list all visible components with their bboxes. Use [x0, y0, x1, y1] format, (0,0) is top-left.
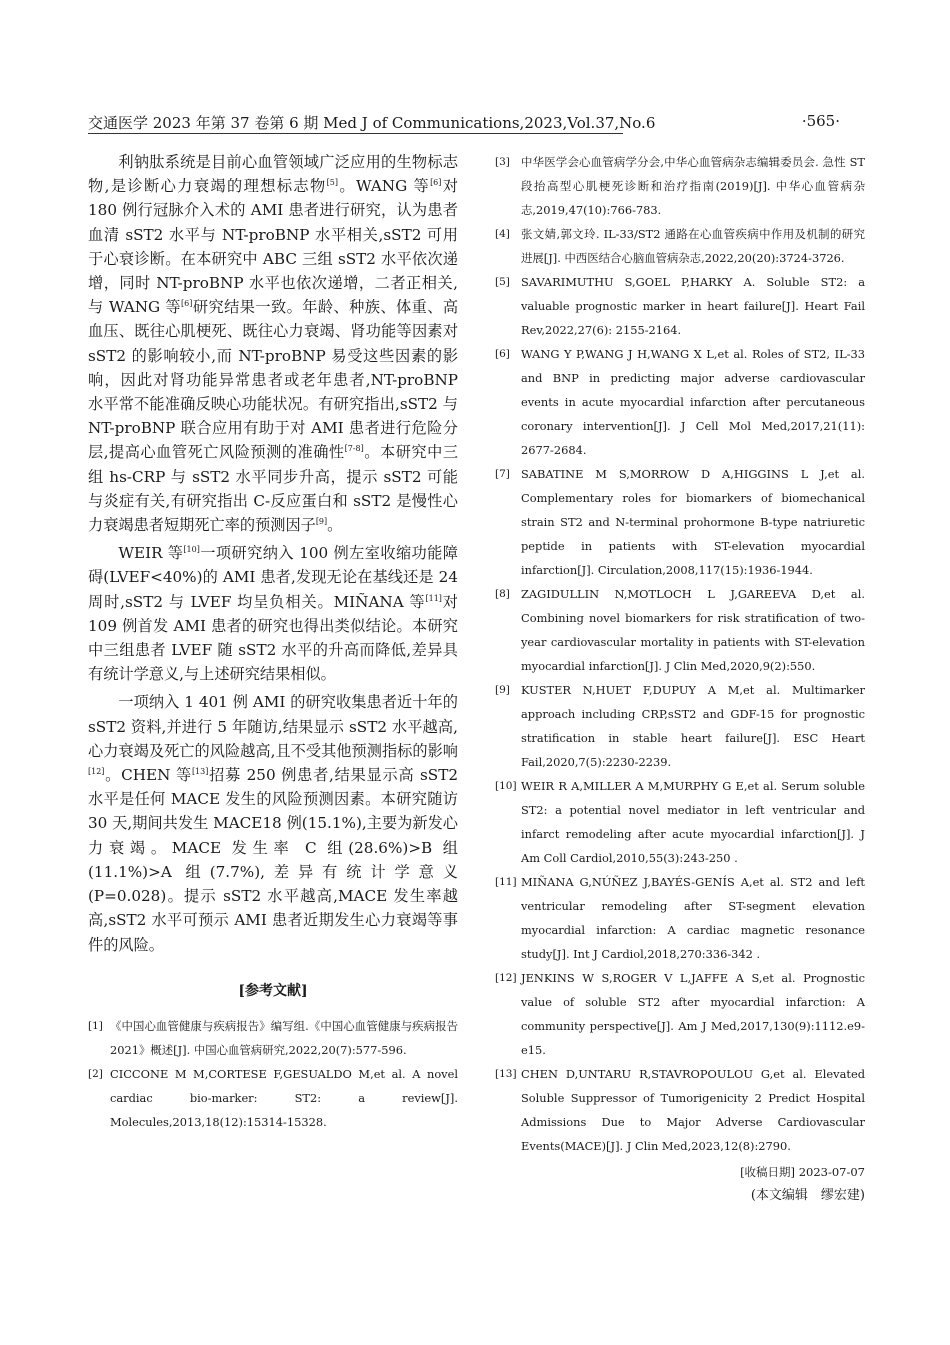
- reference-item: [7] SABATINE M S,MORROW D A,HIGGINS L J,et al. Complementary roles for biomarkers of biomechanical strain ST2 and N-terminal prohormone B-type natriuretic peptide in patients with ST-elevation myocardial infarction[J]. Circulation,2008,117(15):1936-1944.: [495, 467, 865, 577]
- editor-note: (本文编辑 缪宏建): [750, 1188, 865, 1203]
- reference-item: [6] WANG Y P,WANG J H,WANG X L,et al. Roles of ST2, IL-33 and BNP in predicting major adverse cardiovascular events in acute myocardial infarction after percutaneous coronary intervention[J]. J Cell Mol Med,2017,21(11): 2677-2684.: [495, 347, 865, 457]
- paragraph-followup: 一项纳入 1 401 例 AMI 的研究收集患者近十年的 sST2 资料,并进行 5 年随访,结果显示 sST2 水平越高,心力衰竭及死亡的风险越高,且不受其他预测指标的影响[12]。CHEN 等[13]招募 250 例患者,结果显示高 sST2 水平是任何 MACE 发生的风险预测因素。本研究随访 30 天,期间共发生 MACE18 例(15.1%),主要为新发心力衰竭。MACE 发生率 C 组(28.6%)>B 组(11.1%)>A 组(7.7%),差异有统计学意义(P=0.028)。提示 sST2 水平越高,MACE 发生率越高,sST2 水平可预示 AMI 患者近期发生心力衰竭等事件的风险。: [88, 693, 458, 954]
- reference-item: [11] MIÑANA G,NÚÑEZ J,BAYÉS-GENÍS A,et al. ST2 and left ventricular remodeling after ST-segment elevation myocardial infarction: A cardiac magnetic resonance study[J]. Int J Cardiol,2018,270:336-342 .: [495, 875, 865, 961]
- left-column: [88, 150, 458, 1134]
- citation: [9]: [315, 516, 328, 526]
- citation: [6]: [181, 299, 193, 309]
- citation: [6]: [430, 178, 442, 188]
- reference-item: [2] CICCONE M M,CORTESE F,GESUALDO M,et al. A novel cardiac bio-marker: ST2: a review[J]. Molecules,2013,18(12):15314-15328.: [88, 1066, 458, 1129]
- citation: [7-8]: [344, 444, 364, 454]
- reference-item: [10] WEIR R A,MILLER A M,MURPHY G E,et al. Serum soluble ST2: a potential novel mediator in left ventricular and infarct remodeling after acute myocardial infarction[J]. J Am Coll Cardiol,2010,55(3):243-250 .: [495, 779, 865, 865]
- citation: [5]: [326, 178, 338, 188]
- reference-item: [5] SAVARIMUTHU S,GOEL P,HARKY A. Soluble ST2: a valuable prognostic marker in heart failure[J]. Heart Fail Rev,2022,27(6): 2155-2164.: [495, 275, 865, 337]
- journal-header: 交通医学 2023 年第 37 卷第 6 期 Med J of Communications,2023,Vol.37,No.6: [88, 114, 656, 132]
- paragraph-weir: WEIR 等[10]一项研究纳入 100 例左室收缩功能障碍(LVEF<40%)的 AMI 患者,发现无论在基线还是 24 周时,sST2 与 LVEF 均呈负相关。MIÑANA 等[11]对 109 例首发 AMI 患者的研究也得出类似结论。本研究中三组患者 LVEF 随 sST2 水平的升高而降低,差异具有统计学意义,与上述研究结果相似。: [88, 544, 458, 684]
- paragraph-natriuretic: 利钠肽系统是目前心血管领域广泛应用的生物标志物,是诊断心力衰竭的理想标志物[5]。WANG 等[6]对 180 例行冠脉介入术的 AMI 患者进行研究，认为患者血清 sST2 水平与 NT-proBNP 水平相关,sST2 可用于心衰诊断。在本研究中 ABC 三组 sST2 水平依次递增，同时 NT-proBNP 水平也依次递增，二者正相关,与 WANG 等[6]研究结果一致。年龄、种族、体重、高血压、既往心肌梗死、既往心力衰竭、肾功能等因素对 sST2 的影响较小,而 NT-proBNP 易受这些因素的影响，因此对肾功能异常患者或老年患者,NT-proBNP 水平常不能准确反映心功能状况。有研究指出,sST2 与 NT-proBNP 联合应用有助于对 AMI 患者进行危险分层,提高心血管死亡风险预测的准确性[7-8]。本研究中三组 hs-CRP 与 sST2 水平同步升高，提示 sST2 可能与炎症有关,有研究指出 C-反应蛋白和 sST2 是慢性心力衰竭患者短期死亡率的预测因子[9]。: [88, 153, 459, 535]
- citation: [13]: [191, 767, 209, 777]
- page-number: ·565·: [801, 112, 840, 130]
- reference-item: [13] CHEN D,UNTARU R,STAVROPOULOU G,et al. Elevated Soluble Suppressor of Tumorigenicity 2 Predict Hospital Admissions Due to Major Adverse Cardiovascular Events(MACE)[J]. J Clin Med,2023,12(8):2790.: [495, 1067, 865, 1153]
- citation: [11]: [425, 593, 442, 603]
- reference-item: [12] JENKINS W S,ROGER V L,JAFFE A S,et al. Prognostic value of soluble ST2 after myocardial infarction: A community perspective[J]. Am J Med,2017,130(9):1112.e9-e15.: [495, 971, 865, 1057]
- reference-item: [3] 中华医学会心血管病学分会,中华心血管病杂志编辑委员会. 急性 ST 段抬高型心肌梗死诊断和治疗指南(2019)[J]. 中华心血管病杂志,2019,47(10):766-783.: [495, 155, 865, 217]
- header-rule: [88, 133, 623, 134]
- references-title: [参考文献]: [238, 982, 308, 999]
- reference-item: [4] 张文婧,郭文玲. IL-33/ST2 通路在心血管疾病中作用及机制的研究进展[J]. 中西医结合心脑血管病杂志,2022,20(20):3724-3726.: [495, 227, 865, 265]
- received-date: [收稿日期] 2023-07-07: [740, 1165, 865, 1179]
- reference-item: [8] ZAGIDULLIN N,MOTLOCH L J,GAREEVA D,et al. Combining novel biomarkers for risk stratification of two-year cardiovascular mortality in patients with ST-elevation myocardial infarction[J]. J Clin Med,2020,9(2):550.: [495, 587, 865, 673]
- reference-item: [9] KUSTER N,HUET F,DUPUY A M,et al. Multimarker approach including CRP,sST2 and GDF-15 for prognostic stratification in stable heart failure[J]. ESC Heart Fail,2020,7(5):2230-2239.: [495, 683, 865, 769]
- right-column: [495, 150, 865, 1208]
- citation: [12]: [88, 767, 105, 777]
- reference-item: [1] 《中国心血管健康与疾病报告》编写组.《中国心血管健康与疾病报告 2021》概述[J]. 中国心血管病研究,2022,20(7):577-596.: [88, 1018, 458, 1057]
- citation: [10]: [183, 545, 200, 555]
